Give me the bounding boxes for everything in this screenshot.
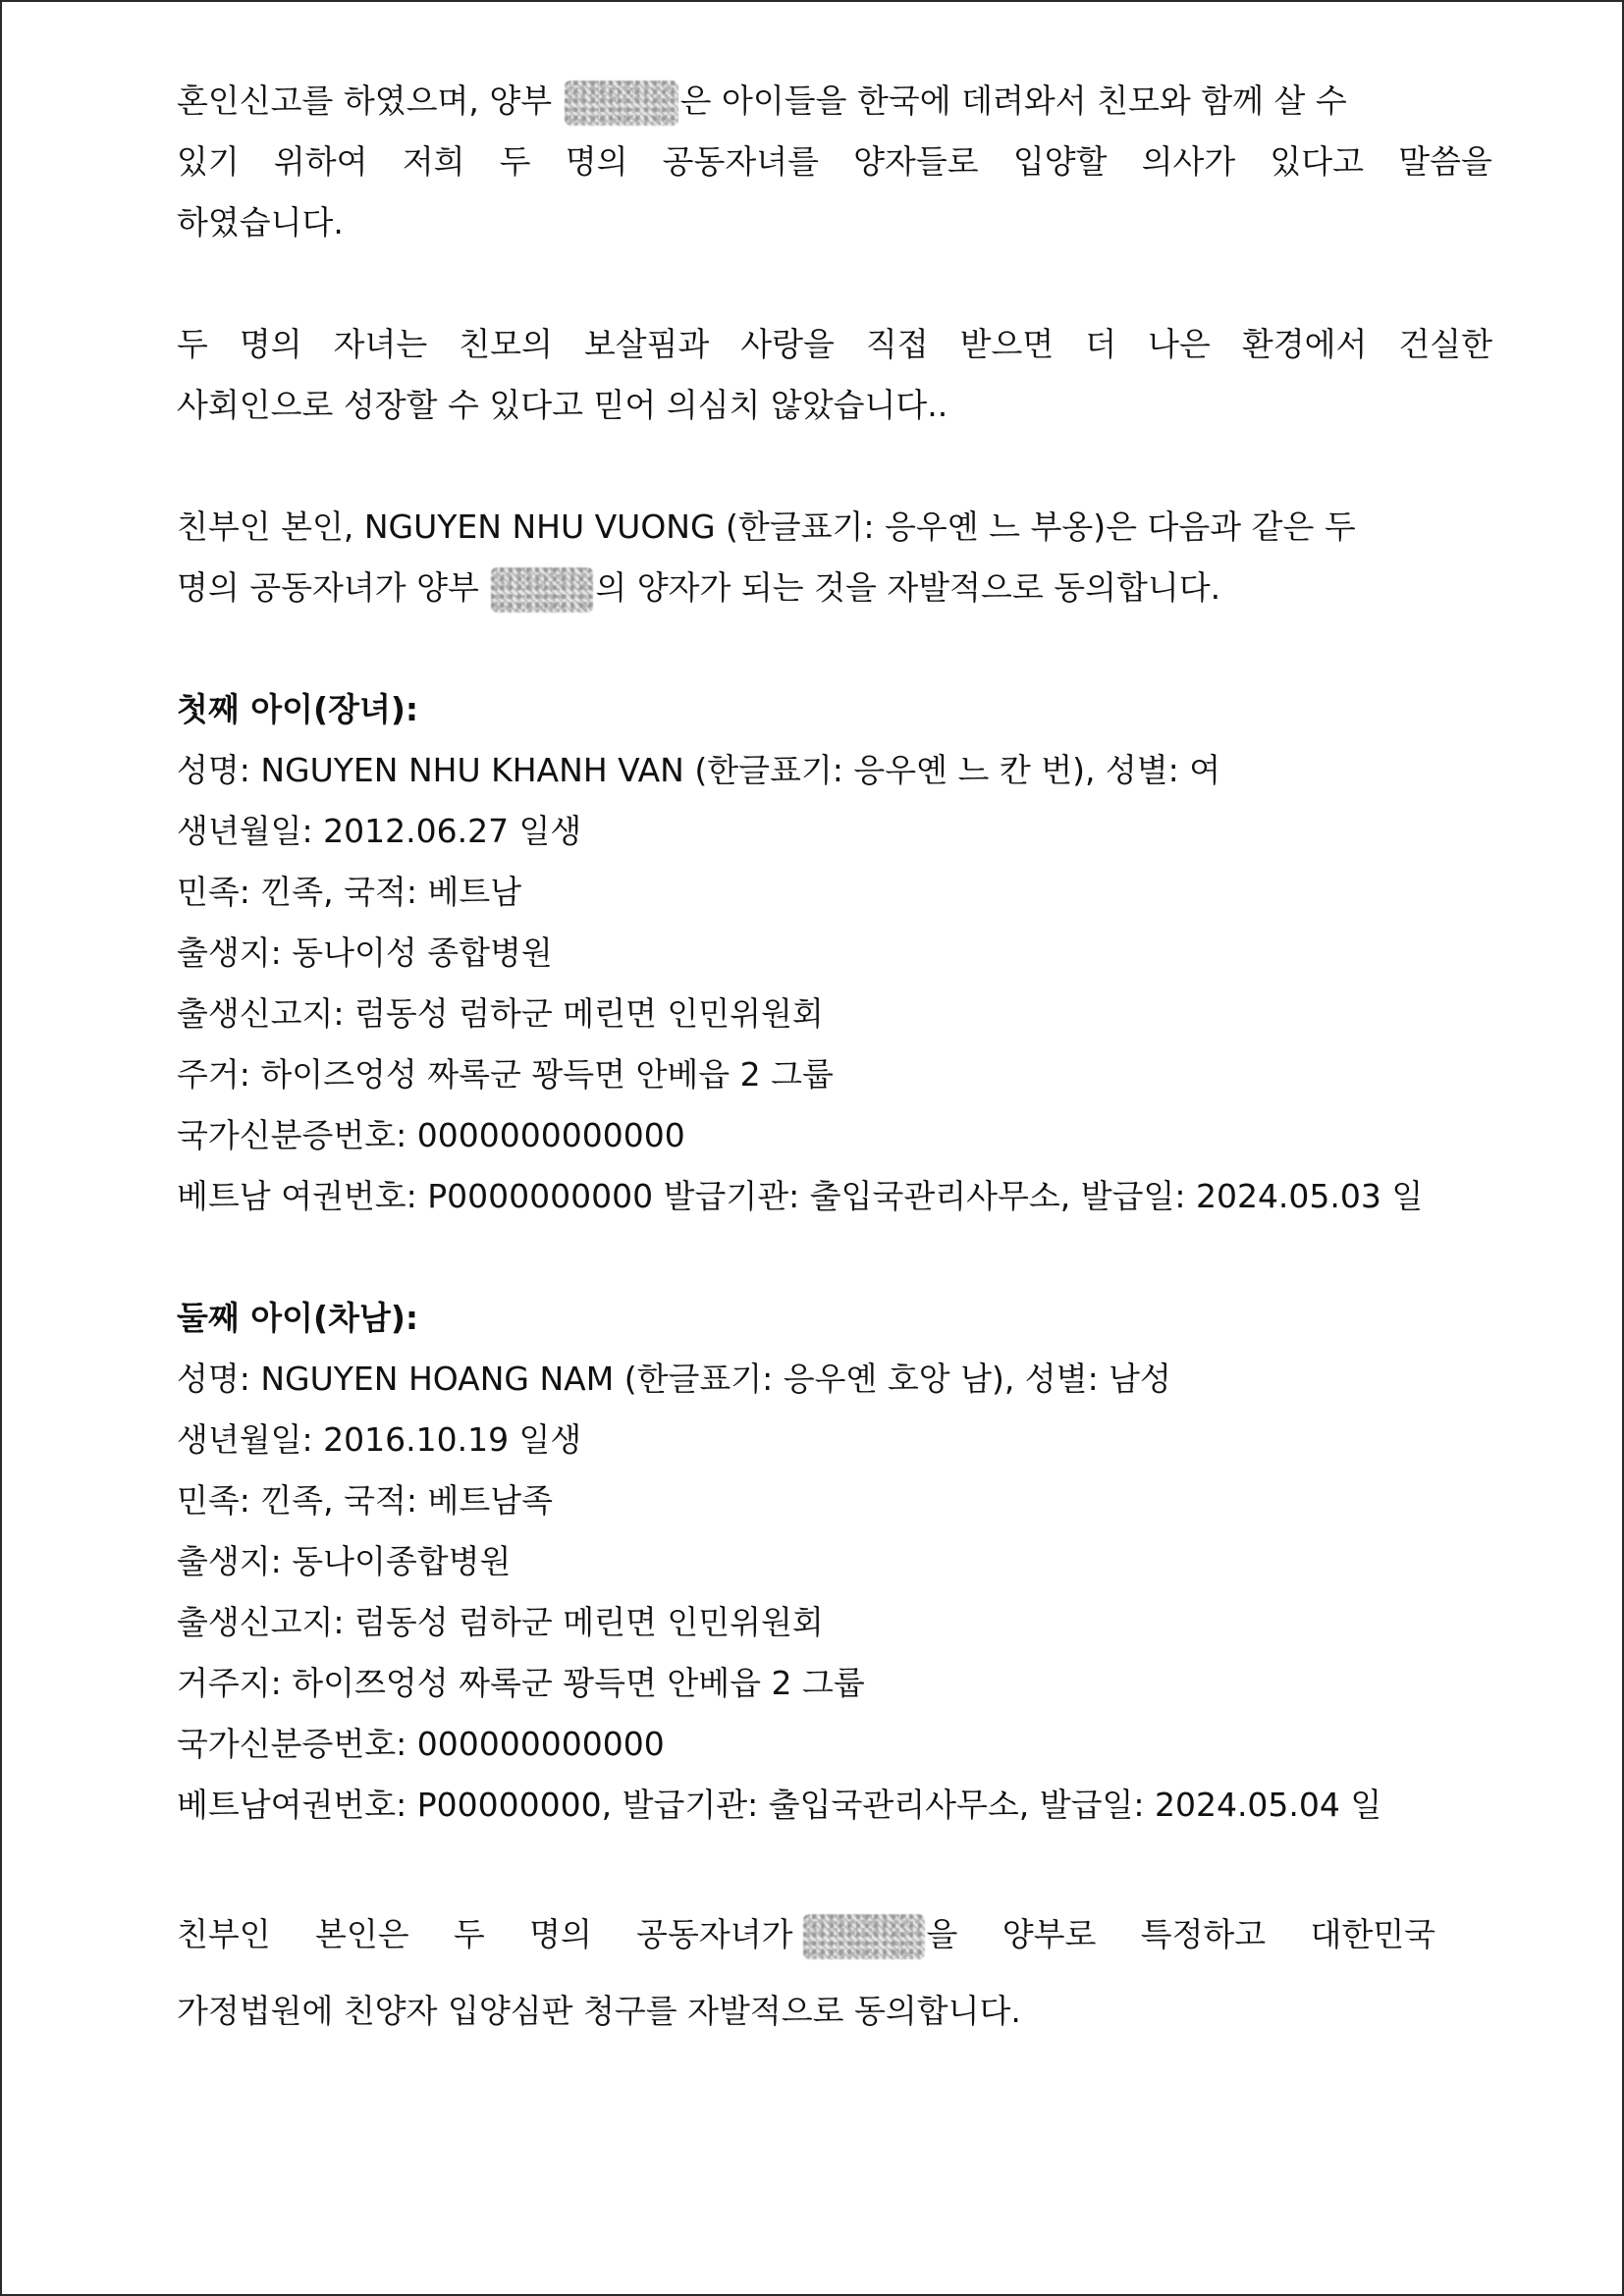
word: 사랑을 — [740, 325, 835, 363]
document-body — [177, 71, 1492, 2050]
para3-line-2 — [177, 558, 1492, 618]
word: 건실한 — [1398, 325, 1492, 363]
child1-registry: 출생신고지: 럼동성 럼하군 메린면 인민위원회 — [177, 994, 824, 1033]
child2-birthplace: 출생지: 동나이종합병원 — [177, 1542, 512, 1580]
word: 친부인 — [177, 1915, 271, 1953]
word: 위하여 — [273, 142, 368, 181]
word: 명의 — [239, 325, 302, 363]
child1-birthplace: 출생지: 동나이성 종합병원 — [177, 934, 553, 972]
word: 입양할 — [1012, 142, 1108, 181]
para2-line-2: 사회인으로 성장할 수 있다고 믿어 의심치 않았습니다.. — [177, 386, 948, 424]
closing-line-1 — [177, 1896, 1435, 1973]
para3-line-1: 친부인 본인, NGUYEN NHU VUONG (한글표기: 응우옌 느 부옹)은 다음과 같은 두 — [177, 507, 1356, 546]
word: 의사가 — [1141, 142, 1236, 181]
child1-id-number: 국가신분증번호: 0000000000000 — [177, 1116, 685, 1154]
child2-name: 성명: NGUYEN HOANG NAM (한글표기: 응우옌 호앙 남), 성별: 남성 — [177, 1360, 1171, 1398]
word: 있다고 — [1270, 142, 1365, 181]
redacted-group — [636, 1896, 957, 1973]
intro-line-2 — [177, 132, 1492, 192]
child1-heading: 첫째 아이(장녀): — [177, 690, 419, 728]
intro-text-b: 은 아이들을 한국에 데려와서 친모와 함께 살 수 — [679, 81, 1347, 120]
child1-passport: 베트남 여권번호: P0000000000 발급기관: 출입국관리사무소, 발급일: 2024.05.03 일 — [177, 1177, 1424, 1215]
word: 두 — [177, 325, 208, 363]
word: 받으면 — [959, 325, 1055, 363]
word: 두 — [453, 1915, 485, 1953]
word: 나은 — [1148, 325, 1211, 363]
word: 친모의 — [459, 325, 553, 363]
intro-line-3: 하였습니다. — [177, 203, 344, 241]
child1-residence: 주거: 하이즈엉성 짜록군 꽝득면 안베읍 2 그룹 — [177, 1055, 834, 1094]
child2-passport: 베트남여권번호: P00000000, 발급기관: 출입국관리사무소, 발급일: 2024.05.04 일 — [177, 1786, 1382, 1824]
word: 두 — [499, 142, 531, 181]
word: 을 — [926, 1915, 958, 1953]
para2-line-1 — [177, 314, 1492, 375]
word: 명의 — [529, 1915, 592, 1953]
word: 자녀는 — [333, 325, 428, 363]
word: 공동자녀를 — [662, 142, 819, 181]
child1-ethnicity: 민족: 낀족, 국적: 베트남 — [177, 873, 522, 911]
word: 직접 — [865, 325, 929, 363]
child2-registry: 출생신고지: 럼동성 럼하군 메린면 인민위원회 — [177, 1603, 824, 1641]
word: 저희 — [402, 142, 465, 181]
word: 양부로 — [1001, 1915, 1097, 1953]
word: 본인은 — [314, 1915, 409, 1953]
word: 대한민국 — [1310, 1915, 1435, 1953]
para3-text-a: 명의 공동자녀가 양부 — [177, 568, 479, 607]
intro-line-1 — [177, 71, 1492, 132]
word: 보살핌과 — [583, 325, 710, 363]
redacted-name — [565, 80, 678, 126]
word: 양자들로 — [853, 142, 979, 181]
child1-birth: 생년월일: 2012.06.27 일생 — [177, 812, 582, 850]
closing-line-2: 가정법원에 친양자 입양심판 청구를 자발적으로 동의합니다. — [177, 1992, 1021, 2030]
word: 명의 — [565, 142, 628, 181]
child2-heading: 둘째 아이(차남): — [177, 1299, 419, 1337]
child2-ethnicity: 민족: 낀족, 국적: 베트남족 — [177, 1481, 553, 1520]
child2-id-number: 국가신분증번호: 000000000000 — [177, 1725, 665, 1763]
child2-residence: 거주지: 하이쯔엉성 짜록군 꽝득면 안베읍 2 그룹 — [177, 1664, 865, 1702]
intro-text-a: 혼인신고를 하였으며, 양부 — [177, 81, 553, 120]
word: 말씀을 — [1398, 142, 1492, 181]
word: 더 — [1085, 325, 1117, 363]
para3-text-b: 의 양자가 되는 것을 자발적으로 동의합니다. — [595, 568, 1221, 607]
word: 환경에서 — [1241, 325, 1368, 363]
child2-birth: 생년월일: 2016.10.19 일생 — [177, 1420, 582, 1459]
redacted-name — [491, 567, 593, 613]
redacted-name — [803, 1914, 925, 1959]
child1-name: 성명: NGUYEN NHU KHANH VAN (한글표기: 응우옌 느 칸 번), 성별: 여 — [177, 751, 1221, 789]
word: 공동자녀가 — [636, 1915, 793, 1953]
word: 있기 — [177, 142, 240, 181]
word: 특정하고 — [1140, 1915, 1267, 1953]
